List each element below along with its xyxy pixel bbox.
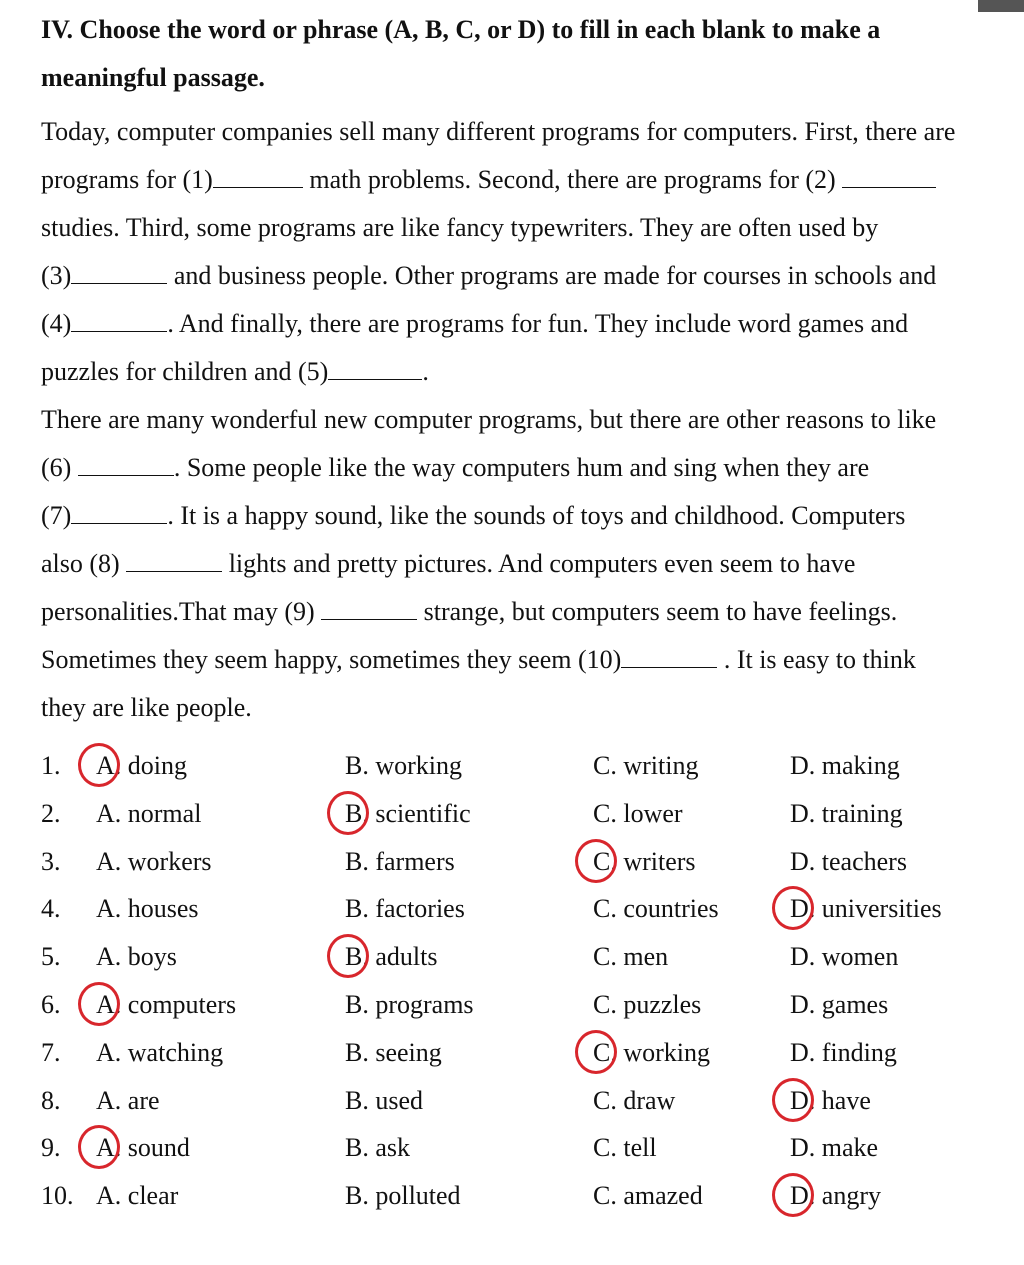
option-text: A. doing [96, 751, 187, 780]
option-text: C. countries [593, 894, 719, 924]
passage-text: personalities.That may (9) [41, 597, 322, 626]
option-b[interactable] [345, 1124, 410, 1172]
answer-options [41, 742, 1001, 1220]
option-a[interactable] [96, 933, 177, 981]
passage-line [41, 108, 1016, 156]
option-text: B. scientific [345, 798, 471, 828]
question-number: 7. [41, 1037, 61, 1067]
option-a[interactable] [96, 1077, 160, 1125]
option-d[interactable] [790, 1172, 881, 1220]
option-text: C. amazed [593, 1181, 703, 1211]
option-text: D. training [790, 798, 903, 828]
option-a[interactable] [96, 885, 199, 933]
option-b[interactable] [345, 933, 437, 981]
passage-line [41, 156, 1016, 204]
option-c[interactable] [593, 1029, 710, 1077]
option-a[interactable] [96, 1172, 178, 1220]
option-b[interactable] [345, 1029, 442, 1077]
option-text: D. making [790, 751, 900, 780]
option-d[interactable] [790, 1124, 878, 1172]
passage-text: (7) [41, 501, 72, 530]
question-row [41, 838, 1001, 886]
option-c[interactable] [593, 1077, 675, 1125]
passage-text: studies. Third, some programs are like fancy typewriters. They are often used by [41, 213, 879, 242]
option-text: A. workers [96, 846, 212, 876]
option-b[interactable] [345, 1077, 423, 1125]
option-text: B. used [345, 1085, 423, 1115]
passage-text: . And finally, there are programs for fun. They include word games and [167, 309, 909, 338]
option-text: C. tell [593, 1133, 657, 1163]
option-text: D. finding [790, 1037, 897, 1067]
question-number: 10. [41, 1181, 74, 1211]
option-text: A. clear [96, 1181, 179, 1211]
question-row [41, 790, 1001, 838]
option-d[interactable] [790, 742, 900, 790]
option-text: B. programs [345, 989, 474, 1019]
option-text: C. working [593, 1037, 710, 1067]
question-row [41, 1124, 1001, 1172]
passage-text: and business people. Other programs are made for courses in schools and [167, 261, 937, 290]
passage-line [41, 444, 1016, 492]
heading-line-2: meaningful passage. [41, 63, 265, 92]
option-a[interactable] [96, 1124, 190, 1172]
option-c[interactable] [593, 1172, 703, 1220]
question-number: 8. [41, 1085, 61, 1115]
option-a[interactable] [96, 981, 236, 1029]
option-b[interactable] [345, 838, 455, 886]
option-text: D. teachers [790, 846, 907, 876]
passage-line [41, 252, 1016, 300]
passage-line [41, 684, 1016, 732]
question-number: 5. [41, 942, 61, 972]
blank-1 [213, 169, 303, 188]
passage-text: programs for (1) [41, 165, 213, 194]
question-row [41, 885, 1001, 933]
option-text: A. are [96, 1085, 160, 1115]
option-text: A. computers [96, 989, 237, 1019]
option-text: C. writers [593, 846, 696, 876]
blank-5 [328, 361, 422, 380]
option-text: A. houses [96, 894, 199, 924]
question-number: 6. [41, 989, 61, 1019]
passage-text: Today, computer companies sell many different programs for computers. First, there are [41, 117, 956, 146]
option-text: D. universities [790, 894, 942, 924]
passage-line [41, 588, 1016, 636]
option-text: D. angry [790, 1181, 881, 1211]
option-d[interactable] [790, 981, 888, 1029]
option-text: C. puzzles [593, 989, 702, 1019]
passage-text: also (8) [41, 549, 127, 578]
option-a[interactable] [96, 1029, 223, 1077]
question-number: 4. [41, 894, 61, 924]
option-a[interactable] [96, 742, 187, 790]
option-d[interactable] [790, 1077, 871, 1125]
exercise-heading [41, 6, 1001, 102]
passage-text: (4) [41, 309, 72, 338]
option-text: B. seeing [345, 1037, 442, 1067]
option-b[interactable] [345, 790, 471, 838]
passage-text: . It is easy to think [717, 645, 916, 674]
passage-text: Sometimes they seem happy, sometimes they seem (10) [41, 645, 622, 674]
passage-text: . Some people like the way computers hum and sing when they are [173, 453, 870, 482]
blank-6 [78, 457, 174, 476]
option-b[interactable] [345, 981, 474, 1029]
passage-text: math problems. Second, there are programs for (2) [302, 165, 843, 194]
question-number: 9. [41, 1133, 61, 1163]
option-b[interactable] [345, 885, 465, 933]
blank-2 [842, 169, 936, 188]
passage-line [41, 540, 1016, 588]
question-number: 3. [41, 846, 61, 876]
question-row [41, 933, 1001, 981]
option-text: A. boys [96, 942, 177, 972]
option-c[interactable] [593, 981, 701, 1029]
reading-passage [41, 108, 1016, 732]
option-text: B. ask [345, 1133, 410, 1163]
option-text: C. men [593, 942, 669, 972]
option-text: B. working [345, 751, 462, 780]
blank-3 [71, 265, 167, 284]
option-d[interactable] [790, 885, 942, 933]
option-a[interactable] [96, 838, 212, 886]
passage-text: . It is a happy sound, like the sounds of toys and childhood. Computers [167, 501, 906, 530]
option-text: A. normal [96, 798, 202, 828]
option-text: D. have [790, 1085, 871, 1115]
option-text: B. polluted [345, 1181, 461, 1211]
passage-text: puzzles for children and (5) [41, 357, 329, 386]
passage-text: . [422, 357, 429, 386]
option-d[interactable] [790, 933, 898, 981]
passage-line [41, 636, 1016, 684]
question-number: 2. [41, 798, 61, 828]
passage-line [41, 204, 1016, 252]
passage-line [41, 396, 1016, 444]
blank-7 [71, 505, 167, 524]
heading-line-1: IV. Choose the word or phrase (A, B, C, or D) to fill in each blank to make a [41, 15, 881, 44]
question-row [41, 1077, 1001, 1125]
passage-text: (6) [41, 453, 78, 482]
passage-text: lights and pretty pictures. And computers even seem to have [222, 549, 856, 578]
option-c[interactable] [593, 933, 668, 981]
passage-line [41, 300, 1016, 348]
passage-line [41, 492, 1016, 540]
option-text: B. factories [345, 894, 465, 924]
option-c[interactable] [593, 838, 696, 886]
option-d[interactable] [790, 790, 903, 838]
option-text: A. watching [96, 1037, 224, 1067]
question-row [41, 1172, 1001, 1220]
option-c[interactable] [593, 790, 683, 838]
option-a[interactable] [96, 790, 201, 838]
question-row [41, 742, 1001, 790]
option-text: D. women [790, 942, 899, 972]
passage-text: strange, but computers seem to have feelings. [417, 597, 898, 626]
blank-8 [126, 553, 222, 572]
option-text: D. make [790, 1133, 879, 1163]
option-d[interactable] [790, 1029, 897, 1077]
option-text: A. sound [96, 1133, 190, 1163]
blank-4 [71, 313, 167, 332]
option-text: C. writing [593, 751, 699, 780]
option-text: D. games [790, 989, 889, 1019]
option-c[interactable] [593, 885, 719, 933]
blank-10 [621, 649, 717, 668]
option-b[interactable] [345, 742, 462, 790]
passage-line [41, 348, 1016, 396]
blank-9 [321, 601, 417, 620]
option-b[interactable] [345, 1172, 461, 1220]
question-number: 1. [41, 751, 61, 780]
question-row [41, 981, 1001, 1029]
option-text: C. draw [593, 1085, 676, 1115]
passage-text: (3) [41, 261, 72, 290]
passage-text: There are many wonderful new computer programs, but there are other reasons to like [41, 405, 937, 434]
option-c[interactable] [593, 1124, 657, 1172]
option-c[interactable] [593, 742, 698, 790]
passage-text: they are like people. [41, 693, 252, 722]
option-d[interactable] [790, 838, 907, 886]
option-text: B. adults [345, 942, 438, 972]
option-text: C. lower [593, 798, 683, 828]
question-row [41, 1029, 1001, 1077]
option-text: B. farmers [345, 846, 455, 876]
